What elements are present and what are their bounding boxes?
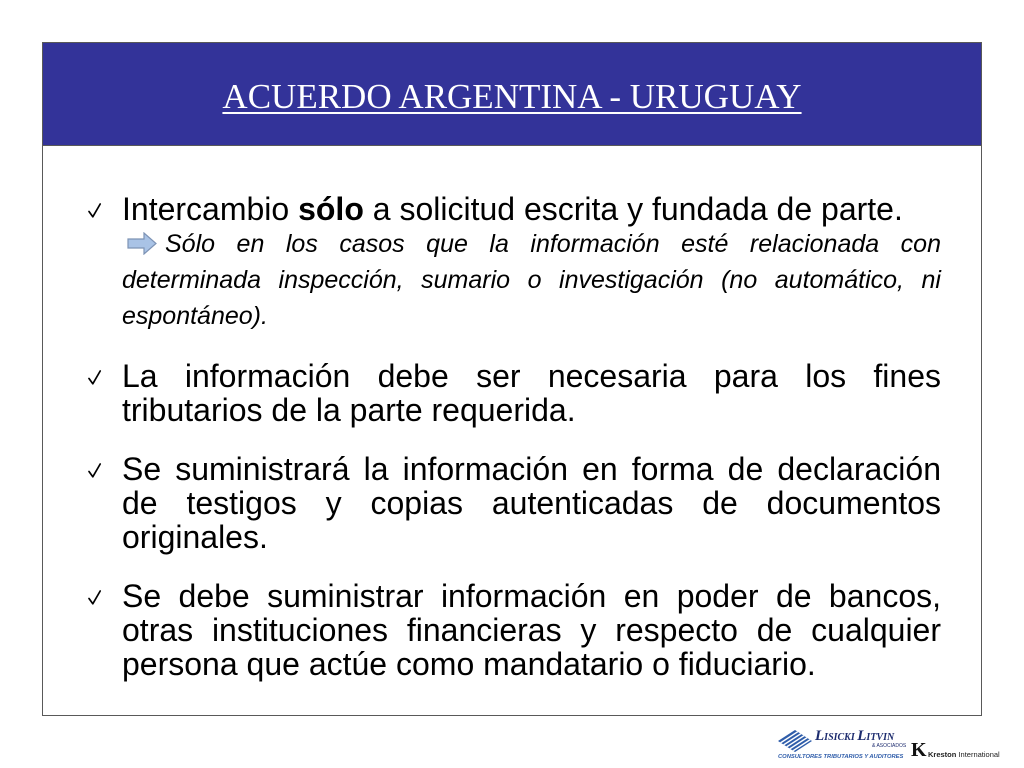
check-icon [88,590,101,605]
kreston-logo [908,738,1008,764]
bullet-line: tributarios de la parte requerida. [122,392,576,428]
note-line: determinada inspección, sumario o investigación (no automático, ni [122,266,941,294]
note-block [122,226,941,334]
logo-name-first: LISICKI [815,728,855,744]
lisicki-litvin-mark-icon [778,730,812,752]
kreston-mark-icon: K [911,739,927,761]
logo-suffix: & ASOCIADOS [872,743,907,749]
bullet-line: originales. [122,519,268,555]
bullet-line: La información debe ser necesaria para los fines [122,358,941,394]
check-icon [88,463,101,478]
kreston-wordmark [928,750,1000,759]
slide-title: ACUERDO ARGENTINA - URUGUAY [222,76,802,116]
logo-name-second: LITVIN [857,728,895,744]
arrow-right-icon [127,232,157,255]
title-bar [43,43,981,146]
kreston-name: Kreston [928,750,957,759]
bullet-line: otras instituciones financieras y respecto de cualquier [122,612,941,648]
bullet-list [122,192,941,706]
bullet-line: Se suministrará la información en forma de declaración [122,451,941,487]
bullet-text: Intercambio [122,191,299,227]
bullet-text: a solicitud escrita y fundada de parte. [363,191,903,227]
bullet-item [122,452,941,554]
emphasis-text: sólo [298,191,364,227]
bullet-item [122,192,941,334]
check-icon [88,370,101,385]
bullet-line: de testigos y copias autenticadas de documentos [122,485,941,521]
kreston-suffix: International [958,750,1000,759]
bullet-line [122,192,941,226]
bullet-line: Se debe suministrar información en poder de bancos, [122,578,941,614]
bullet-item [122,359,941,427]
lisicki-litvin-logo [778,726,908,764]
bullet-line: persona que actúe como mandatario o fiduciario. [122,646,816,682]
bullet-item [122,579,941,681]
logo-tagline: CONSULTORES TRIBUTARIOS Y AUDITORES [778,754,904,760]
note-line: Sólo en los casos que la información esté relacionada con [165,230,941,258]
check-icon [88,203,101,218]
note-line: espontáneo). [122,302,268,330]
